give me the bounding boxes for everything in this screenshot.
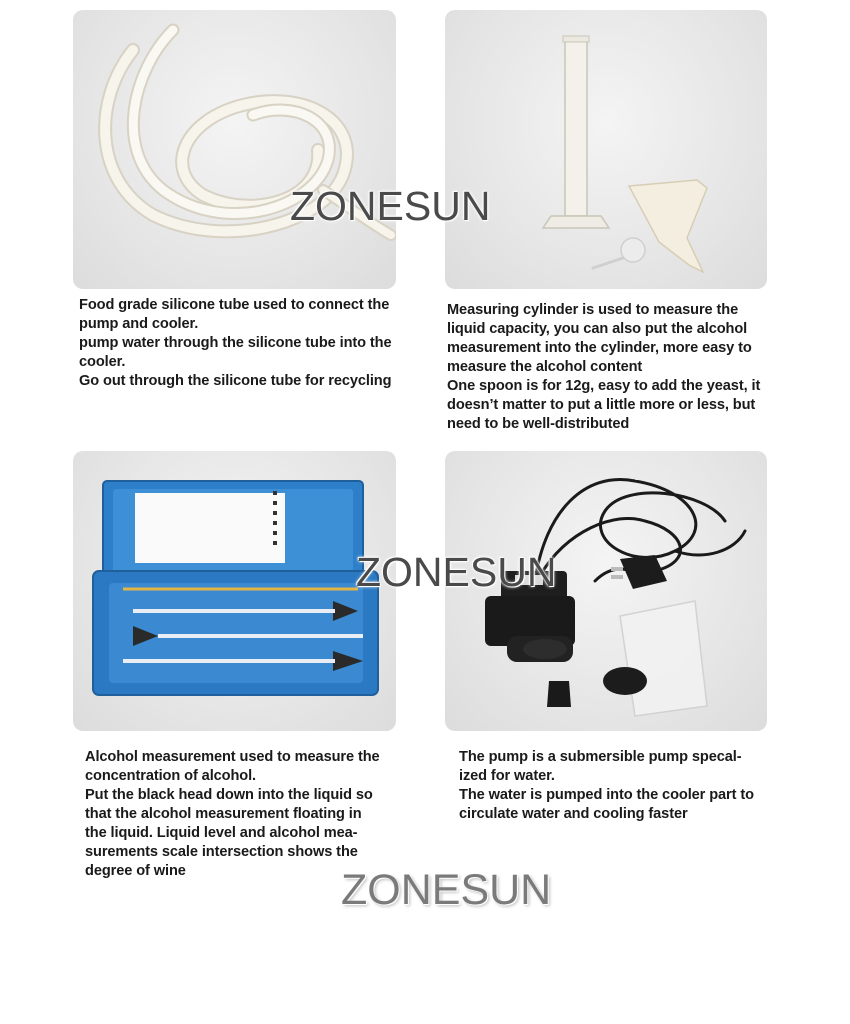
measuring-cylinder-caption [447, 301, 787, 434]
caption-line: measurement into the cylinder, more easy to [447, 340, 752, 356]
silicone-tube-photo [73, 10, 396, 289]
caption-line: Measuring cylinder is used to measure the [447, 302, 739, 318]
caption-line: The pump is a submersible pump specal- [459, 749, 742, 765]
caption-line: pump water through the silicone tube into the [79, 335, 392, 351]
caption-line: pump and cooler. [79, 316, 199, 332]
caption-line: ized for water. [459, 768, 555, 784]
brand-watermark: ZONESUN [341, 866, 552, 914]
caption-line: surements scale intersection shows the [85, 844, 358, 860]
caption-line: the liquid. Liquid level and alcohol mea- [85, 825, 358, 841]
caption-line: degree of wine [85, 863, 186, 879]
measuring-cylinder-photo [445, 10, 767, 289]
caption-line: cooler. [79, 354, 126, 370]
caption-line: The water is pumped into the cooler part to [459, 787, 754, 803]
brand-watermark: ZONESUN [356, 549, 557, 595]
caption-line: Alcohol measurement used to measure the [85, 749, 380, 765]
silicone-tube-caption [79, 296, 419, 391]
caption-line: liquid capacity, you can also put the alcohol [447, 321, 748, 337]
caption-line: need to be well-distributed [447, 416, 630, 432]
alcohol-meter-photo [73, 451, 396, 731]
caption-line: doesn’t matter to put a little more or less, but [447, 397, 756, 413]
caption-line: Go out through the silicone tube for recycling [79, 373, 392, 389]
caption-line: Food grade silicone tube used to connect the [79, 297, 390, 313]
caption-line: that the alcohol measurement floating in [85, 806, 362, 822]
submersible-pump-caption [459, 748, 799, 824]
caption-line: One spoon is for 12g, easy to add the yeast, it [447, 378, 761, 394]
caption-line: Put the black head down into the liquid so [85, 787, 373, 803]
caption-line: circulate water and cooling faster [459, 806, 688, 822]
measuring-cylinder-illustration [445, 10, 767, 289]
caption-line: concentration of alcohol. [85, 768, 257, 784]
alcohol-meter-caption [85, 748, 425, 881]
silicone-tube-illustration [73, 10, 396, 289]
caption-line: measure the alcohol content [447, 359, 643, 375]
alcohol-meter-illustration [73, 451, 396, 731]
brand-watermark: ZONESUN [290, 183, 491, 229]
